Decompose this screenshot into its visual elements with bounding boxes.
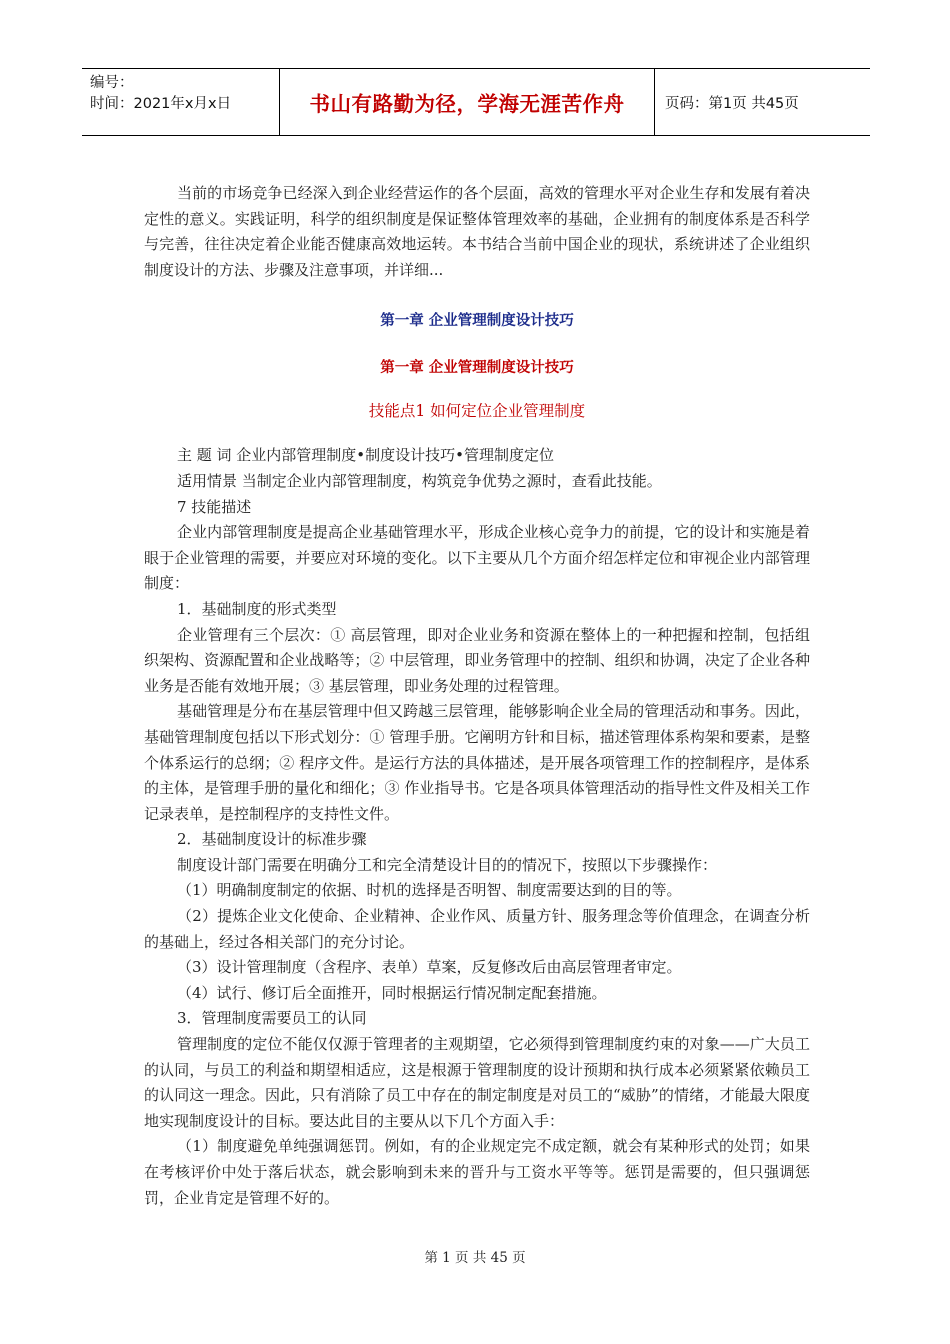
step-item: （3）设计管理制度（含程序、表单）草案，反复修改后由高层管理者审定。 <box>177 958 682 977</box>
chapter-title: 第一章 企业管理制度设计技巧 <box>380 313 574 330</box>
chapter-heading: 第一章 企业管理制度设计技巧 <box>380 360 574 377</box>
section-heading: 7 技能描述 <box>177 497 252 516</box>
paragraph: 基础管理是分布在基层管理中但又跨越三层管理，能够影响企业全局的管理活动和事务。因此，基础管理制度包括以下形式划分：① 管理手册。它阐明方针和目标，描述管理体系构架和要素，是整个体系运行的总纲；② 程序文件。是运行方法的具体描述，是开展各项管理工作的控制程序，是体系的主体，是管理手册的量化和细化；③ 作业指导书。它是各项具体管理活动的指导性文件及相关工作记录表单，是控制程序的支持性文件。 <box>144 702 810 823</box>
step-item: （4）试行、修订后全面推开，同时根据运行情况制定配套措施。 <box>177 983 607 1002</box>
header-motto: 书山有路勤为径，学海无涯苦作舟 <box>280 69 655 135</box>
keywords-line: 主 题 词 企业内部管理制度•制度设计技巧•管理制度定位 <box>177 446 555 465</box>
header-page-info: 页码：第1页 共45页 <box>665 95 799 112</box>
section-heading: 2．基础制度设计的标准步骤 <box>177 830 367 849</box>
paragraph: 企业管理有三个层次：① 高层管理，即对企业业务和资源在整体上的一种把握和控制，包括组织架构、资源配置和企业战略等；② 中层管理，即业务管理中的控制、组织和协调，决定了企业各种业务是否能有效地开展；③ 基层管理，即业务处理的过程管理。 <box>144 625 810 695</box>
header-number: 编号： <box>90 75 134 91</box>
scenario-line: 适用情景 当制定企业内部管理制度，构筑竞争优势之源时，查看此技能。 <box>177 471 662 490</box>
paragraph: （1）制度避免单纯强调惩罚。例如，有的企业规定完不成定额，就会有某种形式的处罚；如果在考核评价中处于落后状态，就会影响到未来的晋升与工资水平等等。惩罚是需要的，但只强调惩罚，企业肯定是管理不好的。 <box>144 1137 810 1207</box>
document-header <box>82 68 870 136</box>
page-footer: 第 1 页 共 45 页 <box>424 1250 526 1266</box>
paragraph: 制度设计部门需要在明确分工和完全清楚设计目的的情况下，按照以下步骤操作： <box>177 855 718 874</box>
section-heading: 1．基础制度的形式类型 <box>177 599 337 618</box>
header-time: 时间：2021年x月x日 <box>90 96 232 112</box>
step-item: （2）提炼企业文化使命、企业精神、企业作风、质量方针、服务理念等价值理念，在调查分析的基础上，经过各相关部门的充分讨论。 <box>144 907 810 951</box>
header-meta <box>82 69 280 135</box>
paragraph: 企业内部管理制度是提高企业基础管理水平，形成企业核心竞争力的前提，它的设计和实施是着眼于企业管理的需要，并要应对环境的变化。以下主要从几个方面介绍怎样定位和审视企业内部管理制度： <box>144 523 810 593</box>
intro-paragraph: 当前的市场竞争已经深入到企业经营运作的各个层面，高效的管理水平对企业生存和发展有着决定性的意义。实践证明，科学的组织制度是保证整体管理效率的基础，企业拥有的制度体系是否科学与完善，往往决定着企业能否健康高效地运转。本书结合当前中国企业的现状，系统讲述了企业组织制度设计的方法、步骤及注意事项，并详细... <box>144 184 810 279</box>
paragraph: 管理制度的定位不能仅仅源于管理者的主观期望，它必须得到管理制度约束的对象——广大员工的认同，与员工的利益和期望相适应，这是根源于管理制度的设计预期和执行成本必须紧紧依赖员工的认同这一理念。因此，只有消除了员工中存在的制定制度是对员工的“威胁”的情绪，才能最大限度地实现制度设计的目标。要达此目的主要从以下几个方面入手： <box>144 1035 810 1130</box>
step-item: （1）明确制度制定的依据、时机的选择是否明智、制度需要达到的目的等。 <box>177 881 682 900</box>
section-heading: 3．管理制度需要员工的认同 <box>177 1009 367 1028</box>
document-body <box>144 181 810 1211</box>
skill-title: 技能点1 如何定位企业管理制度 <box>368 402 586 421</box>
